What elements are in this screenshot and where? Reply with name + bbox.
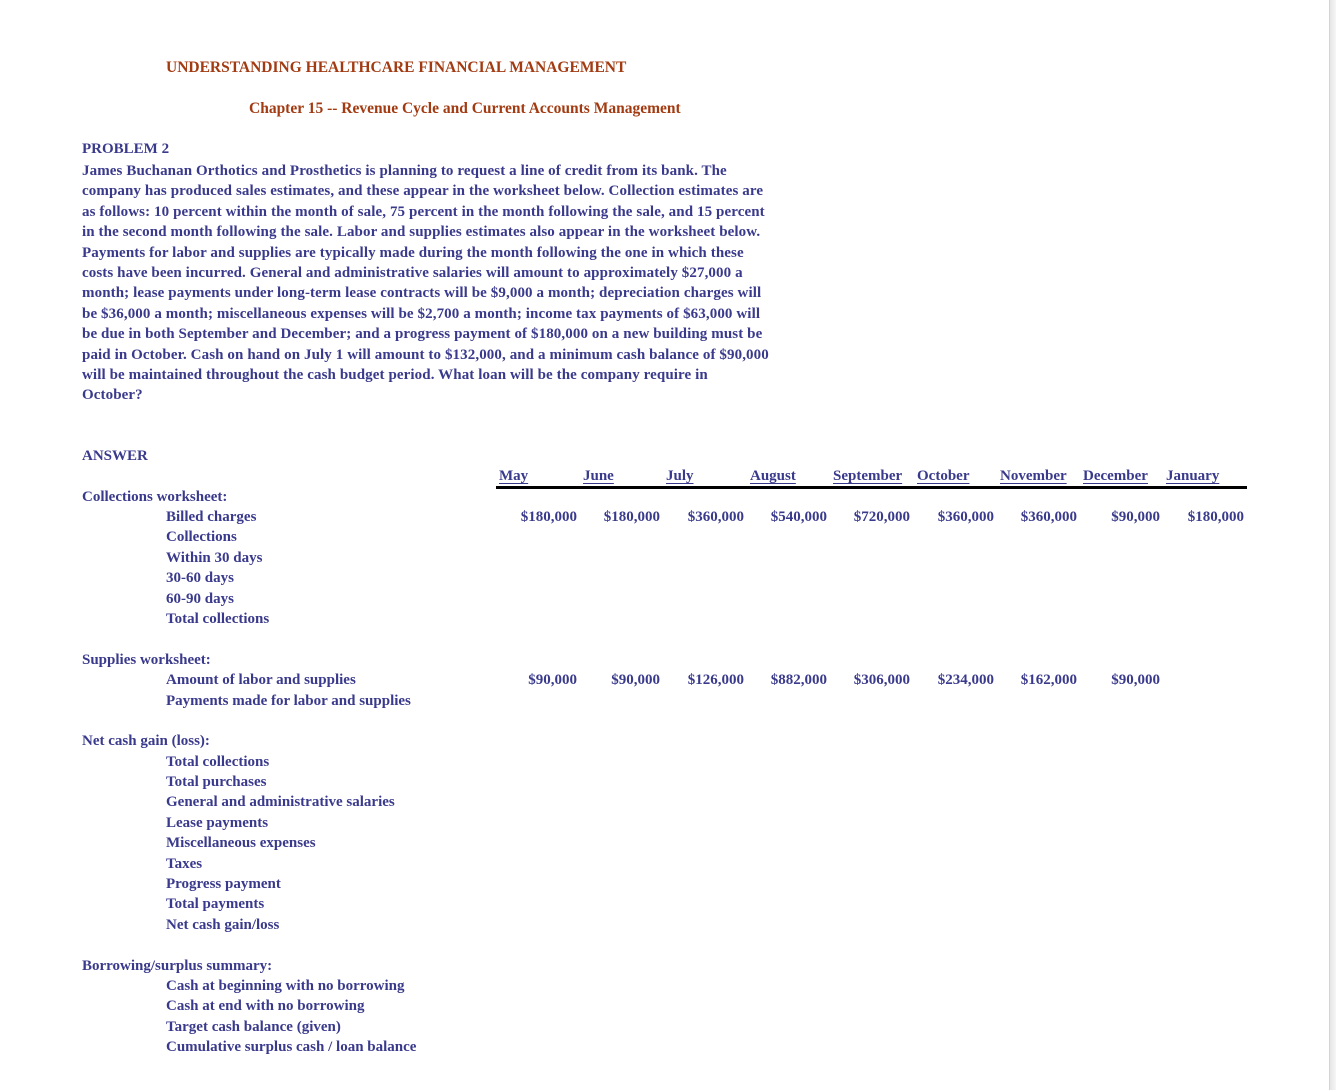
row-label-net-total-collections: Total collections xyxy=(166,754,270,770)
billed-charges-june: $180,000 xyxy=(603,509,660,525)
document-title: UNDERSTANDING HEALTHCARE FINANCIAL MANAGEMENT xyxy=(166,59,627,76)
billed-charges-october: $360,000 xyxy=(937,509,994,525)
billed-charges-december: $90,000 xyxy=(1111,509,1160,525)
supplies-october: $234,000 xyxy=(937,672,994,688)
answer-heading: ANSWER xyxy=(82,448,148,464)
row-label-within-30-days: Within 30 days xyxy=(166,550,263,566)
month-header-august: August xyxy=(750,468,796,484)
problem-text: James Buchanan Orthotics and Prosthetics is planning to request a line of credit from its bank. The company has produced sales estimates, and these appear in the worksheet below. Collection estimates are as follows: 10 percent within the month of sale, 75 percent in the month following the sale, and 15 percent in the second month following the sale. Labor and supplies estimates also appear in the worksheet below. Payments for labor and supplies are typically made during the month following the one in which these costs have been incurred. General and administrative salaries will amount to approximately $27,000 a month; lease payments under long-term lease contracts will be $9,000 a month; depreciation charges will be $36,000 a month; miscellaneous expenses will be $2,700 a month; income tax payments of $63,000 will be due in both September and December; and a progress payment of $180,000 on a new building must be paid in October. Cash on hand on July 1 will amount to $132,000, and a minimum cash balance of $90,000 will be maintained throughout the cash budget period. What loan will be the company require in October? xyxy=(82,163,769,404)
row-label-total-collections: Total collections xyxy=(166,611,270,627)
supplies-september: $306,000 xyxy=(853,672,910,688)
row-label-ga-salaries: General and administrative salaries xyxy=(166,794,395,810)
row-label-total-payments: Total payments xyxy=(166,896,265,912)
billed-charges-november: $360,000 xyxy=(1020,509,1077,525)
collections-section-title: Collections worksheet: xyxy=(82,489,228,505)
row-label-cumulative-surplus: Cumulative surplus cash / loan balance xyxy=(166,1039,417,1055)
row-label-target-cash: Target cash balance (given) xyxy=(166,1019,341,1035)
row-label-60-90-days: 60-90 days xyxy=(166,591,234,607)
month-header-january: January xyxy=(1166,468,1220,484)
billed-charges-may: $180,000 xyxy=(520,509,577,525)
header-rule xyxy=(496,486,1247,489)
month-header-september: September xyxy=(833,468,903,484)
page-edge xyxy=(1329,0,1336,1090)
row-label-cash-beginning: Cash at beginning with no borrowing xyxy=(166,978,405,994)
row-label-total-purchases: Total purchases xyxy=(166,774,267,790)
month-header-november: November xyxy=(1000,468,1067,484)
row-label-amount-labor-supplies: Amount of labor and supplies xyxy=(166,672,356,688)
billed-charges-july: $360,000 xyxy=(687,509,744,525)
supplies-may: $90,000 xyxy=(528,672,577,688)
billed-charges-september: $720,000 xyxy=(853,509,910,525)
supplies-july: $126,000 xyxy=(687,672,744,688)
row-label-misc-expenses: Miscellaneous expenses xyxy=(166,835,316,851)
supplies-section-title: Supplies worksheet: xyxy=(82,652,211,668)
billed-charges-august: $540,000 xyxy=(770,509,827,525)
month-header-may: May xyxy=(499,468,529,484)
supplies-june: $90,000 xyxy=(611,672,660,688)
net-cash-section-title: Net cash gain (loss): xyxy=(82,733,210,749)
supplies-november: $162,000 xyxy=(1020,672,1077,688)
supplies-december: $90,000 xyxy=(1111,672,1160,688)
supplies-august: $882,000 xyxy=(770,672,827,688)
month-header-october: October xyxy=(917,468,970,484)
document-subtitle: Chapter 15 -- Revenue Cycle and Current Accounts Management xyxy=(249,100,681,117)
billed-charges-january: $180,000 xyxy=(1187,509,1244,525)
row-label-30-60-days: 30-60 days xyxy=(166,570,234,586)
month-header-december: December xyxy=(1083,468,1148,484)
row-label-lease-payments: Lease payments xyxy=(166,815,269,831)
month-header-july: July xyxy=(666,468,694,484)
row-label-payments-labor-supplies: Payments made for labor and supplies xyxy=(166,693,411,709)
row-label-collections: Collections xyxy=(166,529,237,545)
month-header-june: June xyxy=(583,468,614,484)
row-label-progress-payment: Progress payment xyxy=(166,876,281,892)
problem-heading: PROBLEM 2 xyxy=(82,141,170,157)
row-label-cash-end: Cash at end with no borrowing xyxy=(166,998,365,1014)
row-label-net-cash-gain-loss: Net cash gain/loss xyxy=(166,917,280,933)
borrowing-section-title: Borrowing/surplus summary: xyxy=(82,958,273,974)
row-label-billed-charges: Billed charges xyxy=(166,509,257,525)
row-label-taxes: Taxes xyxy=(166,856,203,872)
